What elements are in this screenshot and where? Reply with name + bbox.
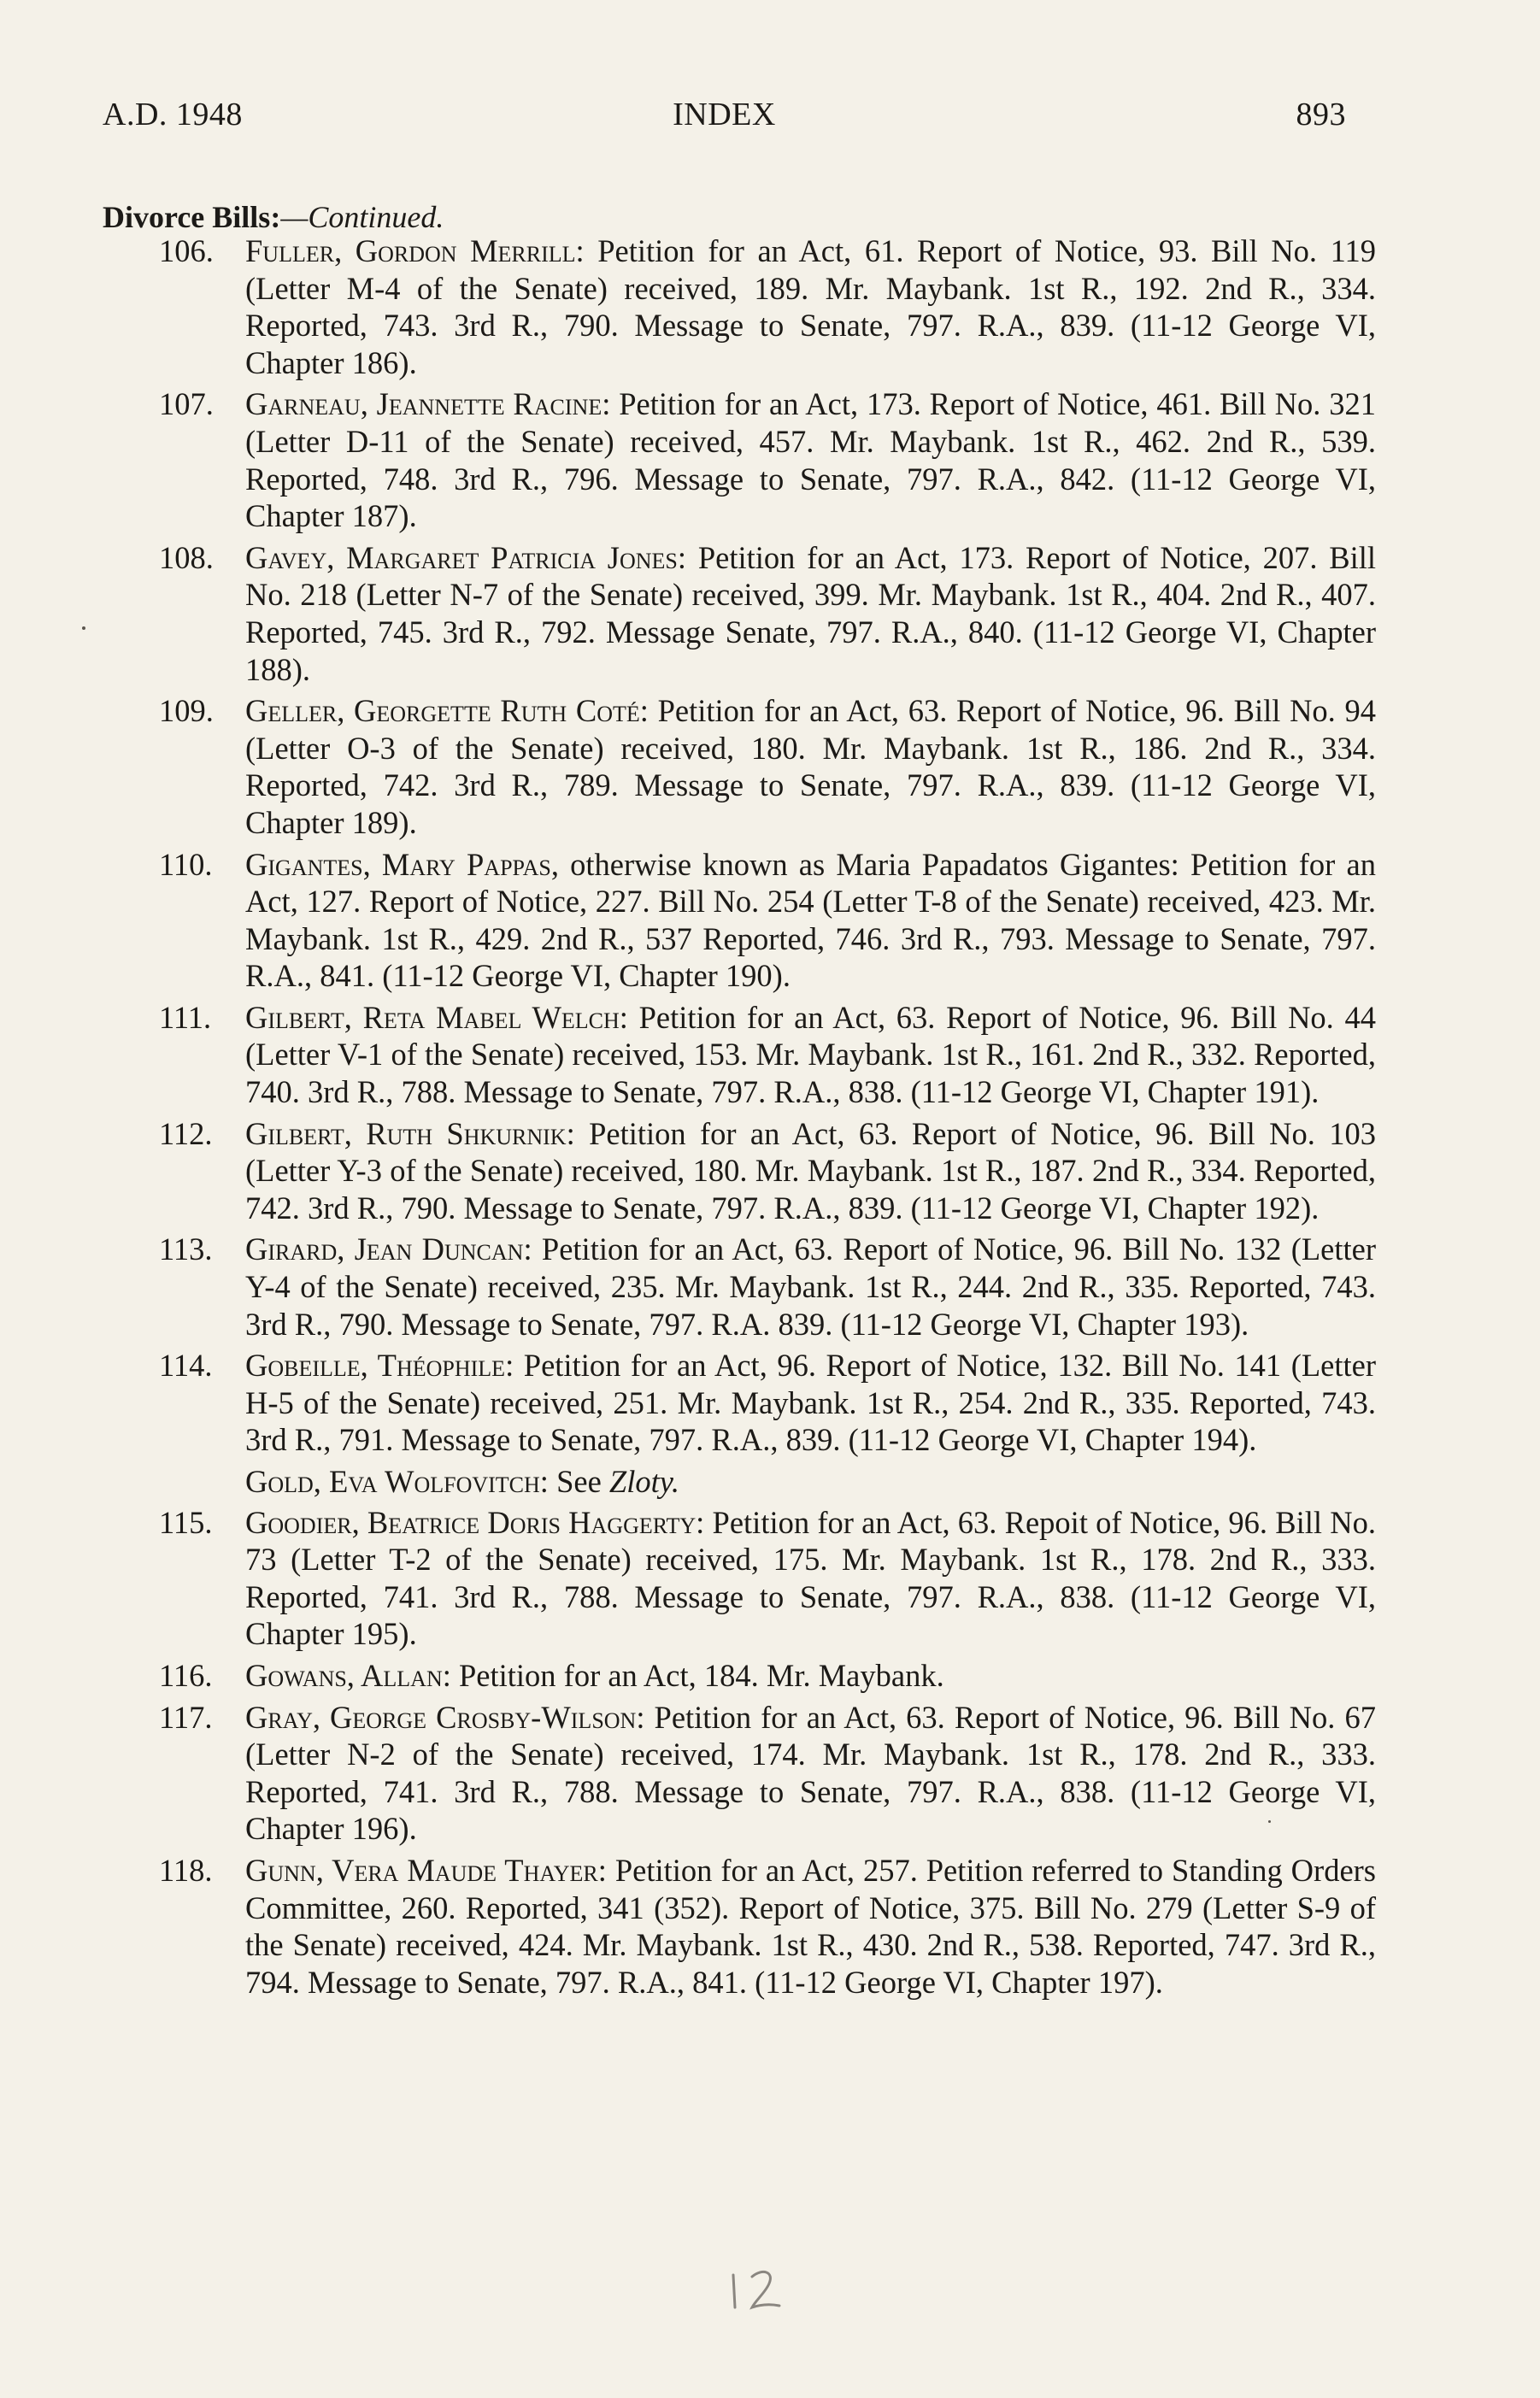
entry-name: Goodier, Beatrice Doris Haggerty: (245, 1504, 705, 1540)
entry-name: Gilbert, Ruth Shkurnik: (245, 1115, 575, 1151)
entry-text: Petition for an Act, 63. Report of Notice, 96. Bill No. 132 (Letter Y-4 of the Senate) received, 235. Mr. Maybank. 1st R., 244. 2nd R., 335. Reported, 743. 3rd R., 790. Message to Senate, 797. R.A. 839. (11-12 George VI, Chapter 193). (245, 1231, 1376, 1342)
index-entry (103, 1699, 1376, 1848)
index-entries (103, 232, 1376, 2005)
entry-number: 107. (159, 386, 214, 422)
entry-text: Petition for an Act, 96. Report of Notice, 132. Bill No. 141 (Letter H-5 of the Senate) received, 251. Mr. Maybank. 1st R., 254. 2nd R., 335. Reported, 743. 3rd R., 791. Message to Senate, 797. R.A., 839. (11-12 George VI, Chapter 194). (245, 1348, 1376, 1458)
paper-speck (1268, 1820, 1271, 1823)
entry-number: 113. (159, 1231, 213, 1267)
section-heading (103, 198, 444, 236)
entry-name: Gavey, Margaret Patricia Jones: (245, 539, 687, 575)
entry-text: Petition for an Act, 63. Report of Notice, 96. Bill No. 44 (Letter V-1 of the Senate) received, 153. Mr. Maybank. 1st R., 161. 2nd R., 332. Reported, 740. 3rd R., 788. Message to Senate, 797. R.A., 838. (11-12 George VI, Chapter 191). (245, 999, 1376, 1110)
index-entry (103, 1347, 1376, 1459)
entry-text: otherwise known as Maria Papadatos Gigantes: Petition for an Act, 127. Report of Notice, 227. Bill No. 254 (Letter T-8 of the Senate) received, 423. Mr. Maybank. 1st R., 429. 2nd R., 537 Reported, 746. 3rd R., 793. Message to Senate, 797. R.A., 841. (11-12 George VI, Chapter 190). (245, 846, 1376, 994)
index-entry (103, 846, 1376, 995)
index-entry (103, 1115, 1376, 1227)
entry-text: Petition for an Act, 63. Report of Notice, 96. Bill No. 103 (Letter Y-3 of the Senate) received, 180. Mr. Maybank. 1st R., 187. 2nd R., 334. Reported, 742. 3rd R., 790. Message to Senate, 797. R.A., 839. (11-12 George VI, Chapter 192). (245, 1115, 1376, 1225)
index-entry (103, 1231, 1376, 1343)
running-head-year: A.D. 1948 (103, 97, 243, 132)
entry-text: Petition for an Act, 63. Repoit of Notice, 96. Bill No. 73 (Letter T-2 of the Senate) received, 175. Mr. Maybank. 1st R., 178. 2nd R., 333. Reported, 741. 3rd R., 788. Message to Senate, 797. R.A., 838. (11-12 George VI, Chapter 195). (245, 1504, 1376, 1652)
entry-name: Gray, George Crosby-Wilson: (245, 1699, 645, 1735)
index-entry (103, 692, 1376, 841)
running-head-title: INDEX (673, 97, 776, 132)
entry-name: Fuller, Gordon Merrill: (245, 233, 585, 268)
entry-text: Petition for an Act, 257. Petition referred to Standing Orders Committee, 260. Reported, 341 (352). Report of Notice, 375. Bill No. 279 (Letter S-9 of the Senate) received, 424. Mr. Maybank. 1st R., 430. 2nd R., 538. Reported, 747. 3rd R., 794. Message to Senate, 797. R.A., 841. (11-12 George VI, Chapter 197). (245, 1852, 1377, 2000)
section-title: Divorce Bills: (103, 200, 281, 234)
entry-text: Petition for an Act, 173. Report of Notice, 461. Bill No. 321 (Letter D-11 of the Senate) received, 457. Mr. Maybank. 1st R., 462. 2nd R., 539. Reported, 748. 3rd R., 796. Message to Senate, 797. R.A., 842. (11-12 George VI, Chapter 187). (245, 386, 1376, 534)
index-cross-reference (103, 1463, 1376, 1501)
entry-name: Gilbert, Reta Mabel Welch: (245, 999, 628, 1035)
index-entry (103, 539, 1376, 688)
entry-text: Petition for an Act, 184. Mr. Maybank. (450, 1657, 944, 1693)
entry-name: Girard, Jean Duncan: (245, 1231, 532, 1267)
entry-number: 106. (159, 233, 214, 268)
entry-name: Gobeille, Théophile: (245, 1348, 514, 1384)
running-head (103, 96, 1346, 144)
index-entry (103, 999, 1376, 1111)
entry-number: 114. (159, 1348, 213, 1384)
entry-name: Gowans, Allan: (245, 1657, 451, 1693)
entry-number: 112. (159, 1115, 213, 1151)
entry-number: 110. (159, 846, 213, 882)
handwritten-note (718, 2256, 812, 2325)
entry-name: Gunn, Vera Maude Thayer: (245, 1852, 607, 1888)
entry-number: 117. (159, 1699, 213, 1735)
entry-number: 116. (159, 1657, 213, 1693)
entry-name: Garneau, Jeannette Racine: (245, 386, 611, 422)
section-continued: —Continued. (280, 200, 444, 234)
entry-number: 111. (159, 999, 212, 1035)
index-entry (103, 1852, 1376, 2001)
entry-number: 108. (159, 539, 214, 575)
entry-text: Petition for an Act, 63. Report of Notice, 96. Bill No. 67 (Letter N-2 of the Senate) received, 174. Mr. Maybank. 1st R., 178. 2nd R., 333. Reported, 741. 3rd R., 788. Message to Senate, 797. R.A., 838. (11-12 George VI, Chapter 196). (245, 1699, 1376, 1847)
page-number: 893 (1296, 97, 1346, 132)
entry-text: Petition for an Act, 173. Report of Notice, 207. Bill No. 218 (Letter N-7 of the Senate) received, 399. Mr. Maybank. 1st R., 404. 2nd R., 407. Reported, 745. 3rd R., 792. Message Senate, 797. R.A., 840. (11-12 George VI, Chapter 188). (245, 539, 1376, 687)
entry-text: Petition for an Act, 61. Report of Notice, 93. Bill No. 119 (Letter M-4 of the Senate) received, 189. Mr. Maybank. 1st R., 192. 2nd R., 334. Reported, 743. 3rd R., 790. Message to Senate, 797. R.A., 839. (11-12 George VI, Chapter 186). (245, 233, 1376, 380)
index-entry (103, 232, 1376, 381)
entry-number: 109. (159, 693, 214, 729)
entry-text: See (548, 1464, 609, 1499)
paper-speck (82, 626, 85, 630)
entry-name: Gold, Eva Wolfovitch: (245, 1464, 549, 1499)
index-entry (103, 1657, 1376, 1695)
entry-name: Gigantes, Mary Pappas, (245, 846, 559, 882)
entry-text: Petition for an Act, 63. Report of Notice, 96. Bill No. 94 (Letter O-3 of the Senate) received, 180. Mr. Maybank. 1st R., 186. 2nd R., 334. Reported, 742. 3rd R., 789. Message to Senate, 797. R.A., 839. (11-12 George VI, Chapter 189). (245, 693, 1376, 840)
index-entry (103, 1504, 1376, 1653)
see-reference: Zloty. (608, 1464, 680, 1499)
entry-number: 115. (159, 1504, 213, 1540)
entry-number: 118. (159, 1852, 213, 1888)
index-entry (103, 385, 1376, 534)
entry-name: Geller, Georgette Ruth Coté: (245, 693, 649, 729)
